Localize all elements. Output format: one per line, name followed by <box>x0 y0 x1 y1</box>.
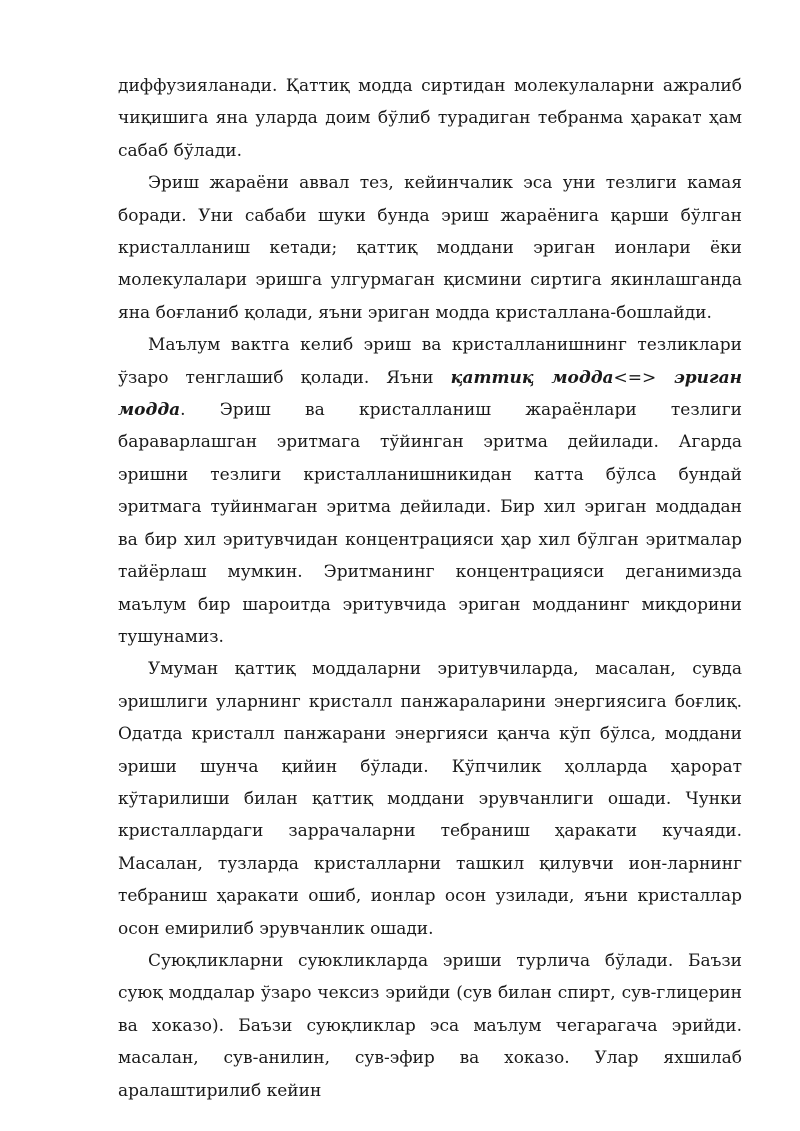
emphasis-solid-substance: қаттиқ модда <box>450 367 614 388</box>
paragraph-2: Эриш жараёни аввал тез, кейинчалик эса уни тезлиги камая боради. Уни сабаби шуки бунда эриш жараёнига қарши бўлган кристалланиш кетади; қаттиқ моддани эриган ионлари ёки молекулалари эришга улгурмаган қисмини сиртига якинлашганда яна боғланиб қолади, яъни эриган модда кристаллана-бошлайди. <box>118 173 742 323</box>
paragraph-3-text-before: Маълум вактга келиб эриш ва кристалланишнинг тезликлари ўзаро тенглашиб қолади. Яъни <box>118 335 742 388</box>
paragraph-4: Умуман қаттиқ моддаларни эритувчиларда, масалан, сувда эришлиги уларнинг кристалл панжараларини энергиясига боғлиқ. Одатда кристалл панжарани энергияси қанча кўп бўлса, моддани эриши шунча қийин бўлади. Кўпчилик ҳолларда ҳарорат кўтарилиши билан қаттиқ моддани эрувчанлиги ошади. Чунки кристаллардаги заррачаларни тебраниш ҳаракати кучаяди. Масалан, тузларда кристалларни ташкил қилувчи ион-ларнинг тебраниш ҳаракати ошиб, ионлар осон узилади, яъни кристаллар осон емирилиб эрувчанлик ошади. <box>118 659 742 939</box>
document-page <box>118 70 742 1107</box>
paragraph-3-text-after: . Эриш ва кристалланиш жараёнлари тезлиги бараварлашган эритмага тўйинган эритма дейилади. Агарда эришни тезлиги кристалланишникидан катта бўлса бундай эритмага туйинмаган эритма дейилади. Бир хил эриган моддадан ва бир хил эритувчидан концентрацияси ҳар хил бўлган эритмалар тайёрлаш мумкин. Эритманинг концентрацияси деганимизда маълум бир шароитда эритувчида эриган модданинг миқдорини тушунамиз. <box>118 400 742 647</box>
paragraph-3 <box>118 329 742 653</box>
paragraph-5: Суюқликларни суюкликларда эриши турлича бўлади. Баъзи суюқ моддалар ўзаро чексиз эрийди (сув билан спирт, сув-глицерин ва хоказо). Баъзи суюқликлар эса маълум чегарагача эрийди. масалан, сув-анилин, сув-эфир ва хоказо. Улар яхшилаб аралаштирилиб кейин <box>118 950 742 1101</box>
emphasis-dissolved-substance: эриган модда <box>118 367 742 421</box>
paragraph-1: диффузияланади. Қаттиқ модда сиртидан молекулаларни ажралиб чиқишига яна уларда доим бўлиб турадиган тебранма ҳаракат ҳам сабаб бўлади. <box>118 76 742 161</box>
equilibrium-arrow: <=> <box>613 367 657 388</box>
